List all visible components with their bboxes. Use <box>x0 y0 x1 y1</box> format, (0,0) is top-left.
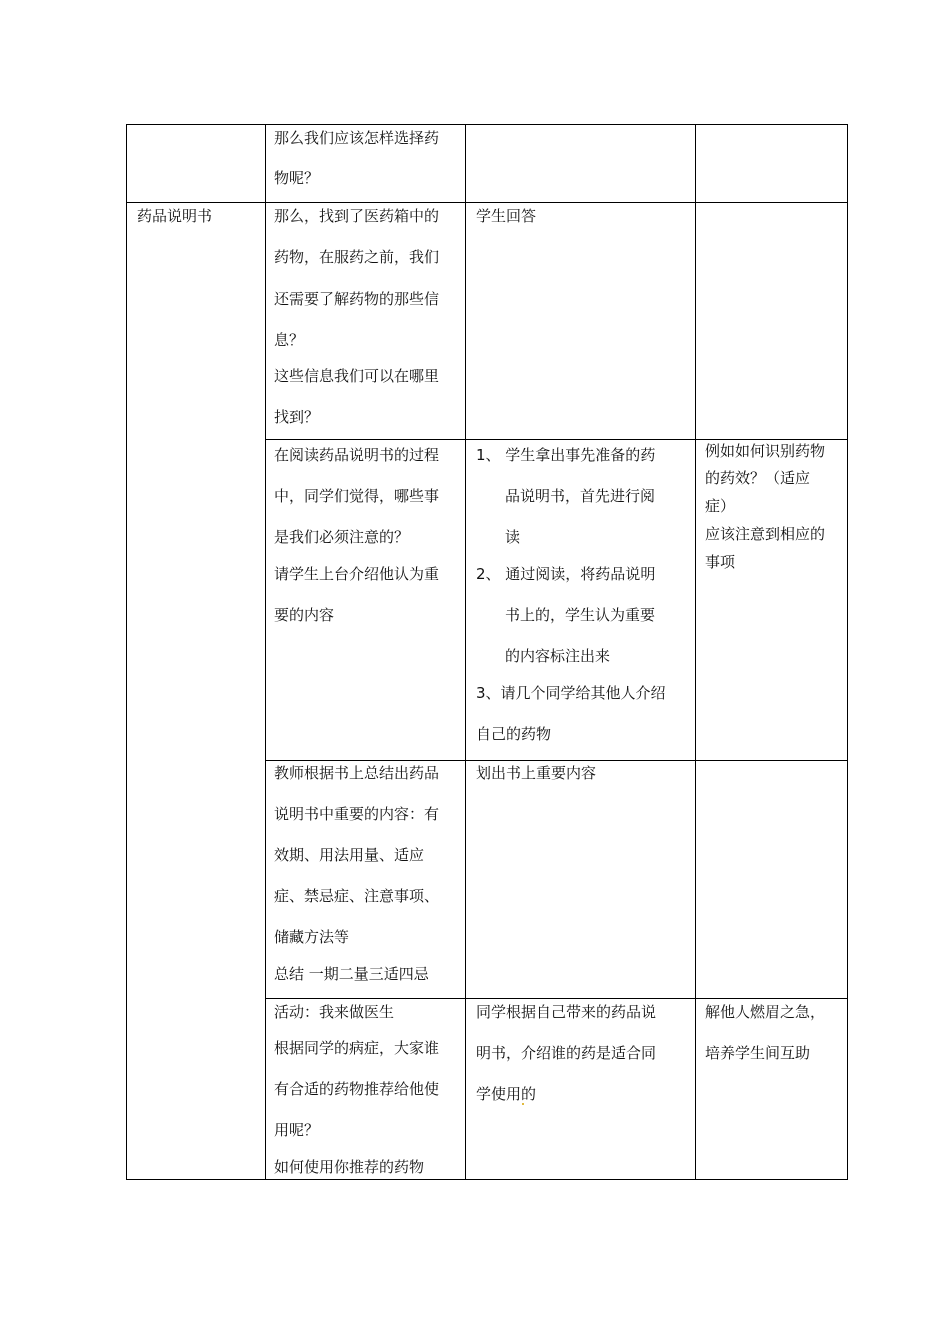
text-line: 储藏方法等 <box>274 928 350 946</box>
teacher-cell <box>274 131 464 201</box>
text-line: 自己的药物 <box>476 725 552 743</box>
text-line: 同学根据自己带来的药品说 <box>476 1003 657 1021</box>
text-line: 3、请几个同学给其他人介绍 <box>476 684 666 702</box>
text-line: 有合适的药物推荐给他使 <box>274 1080 440 1098</box>
text-line: 药物，在服药之前，我们 <box>274 248 440 266</box>
text-line: 根据同学的病症，大家谁 <box>274 1039 440 1057</box>
table-border <box>126 1179 848 1180</box>
text-line: 学使用的 <box>476 1085 537 1103</box>
text-line: 是我们必须注意的？ <box>274 528 410 546</box>
text-line: 效期、用法用量、适应 <box>274 846 425 864</box>
text-line: 那么，找到了医药箱中的 <box>274 207 440 225</box>
teacher-cell <box>274 1005 464 1177</box>
text-line: 那么我们应该怎样选择药 <box>274 129 440 147</box>
student-cell <box>476 766 692 786</box>
text-line: 在阅读药品说明书的过程 <box>274 446 440 464</box>
text-line: 症） <box>705 497 736 515</box>
text-line: 教师根据书上总结出药品 <box>274 764 440 782</box>
table-border <box>265 998 848 999</box>
text-line: 明书，介绍谁的药是适合同 <box>476 1044 657 1062</box>
text-line: 的药效？（适应 <box>705 469 811 487</box>
teacher-cell <box>274 448 464 628</box>
table-border <box>265 760 848 761</box>
text-line: 找到？ <box>274 408 320 426</box>
text-line: 读 <box>505 528 521 546</box>
text-line: 症、禁忌症、注意事项、 <box>274 887 440 905</box>
student-cell <box>476 209 692 229</box>
text-line: 总结 一期二量三适四忌 <box>274 965 429 983</box>
table-border <box>126 124 848 125</box>
student-cell <box>476 1005 692 1115</box>
table-border <box>465 124 466 1180</box>
text-line: 物呢？ <box>274 169 320 187</box>
text-line: 培养学生间互助 <box>705 1044 811 1062</box>
text-line: 品说明书，首先进行阅 <box>505 487 656 505</box>
text-line: 这些信息我们可以在哪里 <box>274 367 440 385</box>
text-line: 划出书上重要内容 <box>476 764 597 782</box>
table-border <box>126 124 127 1180</box>
text-line: 书上的，学生认为重要 <box>505 606 656 624</box>
text-line: 用呢？ <box>274 1121 320 1139</box>
table-border <box>695 124 696 1180</box>
text-line: 解他人燃眉之急， <box>705 1003 826 1021</box>
text-line: 说明书中重要的内容：有 <box>274 805 440 823</box>
table-border <box>126 202 848 203</box>
text-line: 如何使用你推荐的药物 <box>274 1158 425 1176</box>
student-cell <box>476 448 692 748</box>
table-border <box>847 124 848 1180</box>
topic-label: 药品说明书 <box>137 207 213 225</box>
text-line: 请学生上台介绍他认为重 <box>274 565 440 583</box>
text-line: 还需要了解药物的那些信 <box>274 290 440 308</box>
intent-cell <box>705 444 845 584</box>
table-border <box>265 124 266 1180</box>
table-border <box>265 439 848 440</box>
text-line: 学生回答 <box>476 207 537 225</box>
text-line: 2、 通过阅读，将药品说明 <box>476 565 656 583</box>
text-line: 事项 <box>705 553 736 571</box>
text-line: 中，同学们觉得，哪些事 <box>274 487 440 505</box>
topic-cell <box>137 209 263 229</box>
teacher-cell <box>274 766 464 991</box>
teacher-cell <box>274 209 464 434</box>
intent-cell <box>705 1005 845 1075</box>
text-line: 活动：我来做医生 <box>274 1003 395 1021</box>
text-line: 例如如何识别药物 <box>705 442 826 460</box>
text-line: 要的内容 <box>274 606 335 624</box>
text-line: 1、 学生拿出事先准备的药 <box>476 446 656 464</box>
text-line: 应该注意到相应的 <box>705 525 826 543</box>
text-line: 息？ <box>274 331 305 349</box>
text-line: 的内容标注出来 <box>505 647 611 665</box>
cursor-mark <box>522 1103 524 1105</box>
